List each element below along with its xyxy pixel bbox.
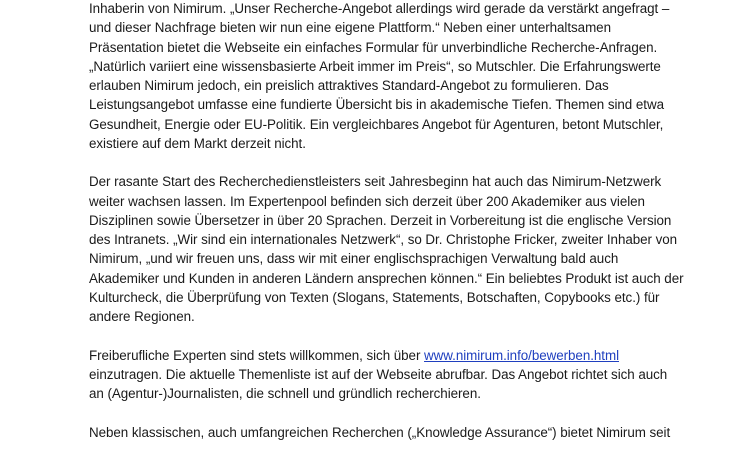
text-line: weiter wachsen lassen. Im Expertenpool befinden sich derzeit über 200 Akademiker aus vielen xyxy=(89,193,645,209)
paragraph-recherche-angebot xyxy=(89,0,689,153)
text-line xyxy=(89,346,689,365)
text-line: „Natürlich variiert eine wissensbasierte Arbeit immer im Preis“, so Mutschler. Die Erfahrungswerte xyxy=(89,58,661,74)
text-line: Der rasante Start des Recherchedienstleisters seit Jahresbeginn hat auch das Nimirum-Netzwerk xyxy=(89,174,662,190)
paragraph-experten xyxy=(89,346,689,404)
text-line: Präsentation bietet die Webseite ein einfaches Formular für unverbindliche Recherche-Anfragen. xyxy=(89,39,658,55)
paragraph-netzwerk xyxy=(89,172,689,326)
text-line: Akademiker und Kunden in anderen Ländern ansprechen können.“ Ein beliebtes Produkt ist auch der xyxy=(89,270,684,286)
text-line: andere Regionen. xyxy=(89,309,195,324)
text-line: Inhaberin von Nimirum. „Unser Recherche-Angebot allerdings wird gerade da verstärkt angefragt – xyxy=(89,1,670,16)
document-body xyxy=(89,0,689,461)
text-line: Neben klassischen, auch umfangreichen Recherchen („Knowledge Assurance“) bietet Nimirum seit xyxy=(89,424,671,440)
text-line: Gesundheit, Energie oder EU-Politik. Ein vergleichbares Angebot für Agenturen, betont Mutschler, xyxy=(89,116,664,132)
text-line: des Intranets. „Wir sind ein internationales Netzwerk“, so Dr. Christophe Fricker, zweiter Inhaber von xyxy=(89,232,678,247)
text-line: und dieser Nachfrage bieten wir nun eine eigene Plattform.“ Neben einer unterhaltsamen xyxy=(89,20,611,36)
text-line: einzutragen. Die aktuelle Themenliste ist auf der Webseite abrufbar. Das Angebot richtet sich auch xyxy=(89,366,668,382)
text-line: Leistungsangebot umfasse eine fundierte Übersicht bis in akademische Tiefen. Themen sind etwa xyxy=(89,97,664,113)
text-line: Kulturcheck, die Überprüfung von Texten (Slogans, Statements, Botschaften, Copybooks etc.) für xyxy=(89,289,660,305)
text-line: erlauben Nimirum jedoch, ein preislich attraktives Standard-Angebot zu formulieren. Das xyxy=(89,78,609,93)
text-before-link: Freiberufliche Experten sind stets willkommen, sich über xyxy=(89,347,425,363)
text-line: an (Agentur-)Journalisten, die schnell und gründlich recherchieren. xyxy=(89,386,481,401)
paragraph-knowledge-assurance xyxy=(89,423,689,442)
text-line: existiere auf dem Markt derzeit nicht. xyxy=(89,135,306,151)
text-line: Disziplinen sowie Übersetzer in über 20 Sprachen. Derzeit in Vorbereitung ist die englische Version xyxy=(89,212,672,228)
text-line: Nimirum, „und wir freuen uns, dass wir mit einer englischsprachigen Verwaltung bald auch xyxy=(89,251,619,267)
bewerben-link[interactable]: www.nimirum.info/bewerben.html xyxy=(424,347,619,363)
